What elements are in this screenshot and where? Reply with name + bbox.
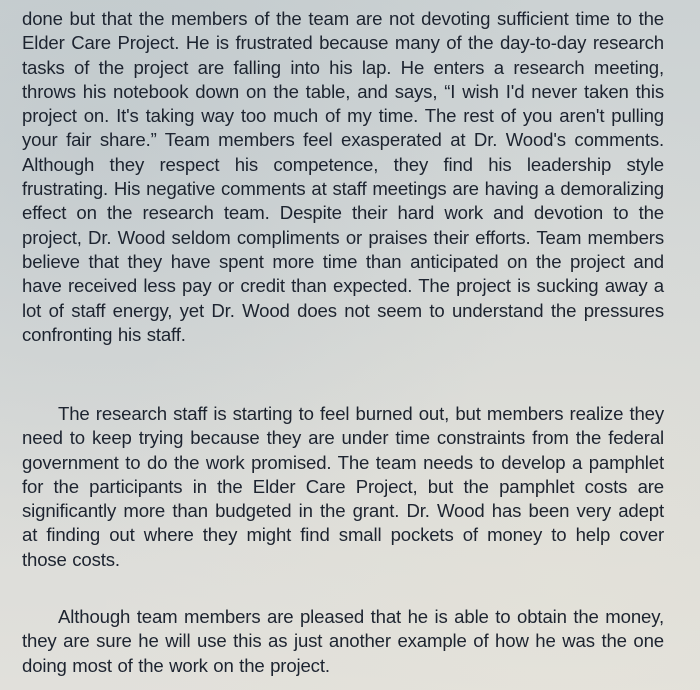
paragraph-1: done but that the members of the team are not devoting sufficient time to the Elder Care Project. He is frustrated because many of the day-to-day research tasks of the project are falling into his lap. He enters a research meeting, throws his notebook down on the table, and says, “I wish I'd never taken this project on. It's taking way too much of my time. The rest of you aren't pulling your fair share.” Team members feel exasperated at Dr. Wood's comments. Although they respect his competence, they find his leadership style frustrating. His negative comments at staff meetings are having a demoralizing effect on the research team. Despite their hard work and devotion to the project, Dr. Wood seldom compliments or praises their efforts. Team members believe that they have spent more time than anticipated on the project and have received less pay or credit than expected. The project is sucking away a lot of staff energy, yet Dr. Wood does not seem to understand the pressures confronting his staff. — [22, 8, 664, 345]
paragraph-2: The research staff is starting to feel burned out, but members realize they need to keep trying because they are under time constraints from the federal government to do the work promised. The team needs to develop a pamphlet for the participants in the Elder Care Project, but the pamphlet costs are significantly more than budgeted in the grant. Dr. Wood has been very adept at finding out where they might find small pockets of money to help cover those costs. — [22, 403, 664, 570]
paragraph-3: Although team members are pleased that he is able to obtain the money, they are sure he will use this as just another example of how he was the one doing most of the work on the project. — [22, 606, 664, 676]
